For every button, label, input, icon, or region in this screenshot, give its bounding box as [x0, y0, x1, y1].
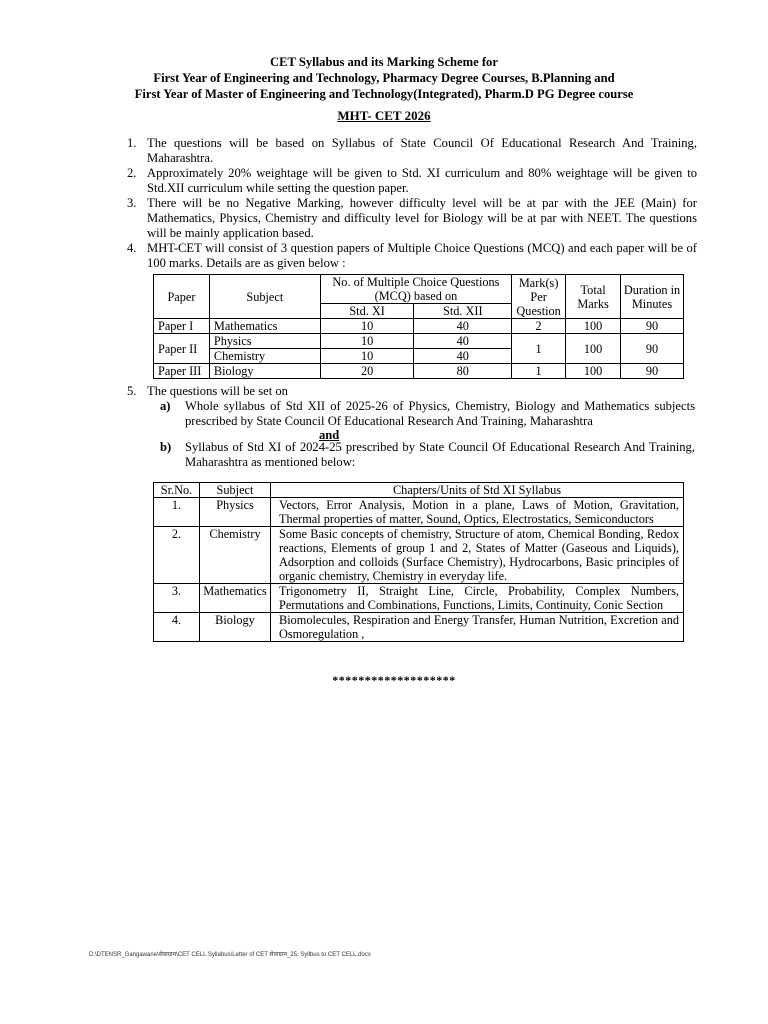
cell-srno: 4.: [154, 613, 200, 642]
header-std-xii: Std. XII: [414, 304, 512, 319]
cell-subject: Chemistry: [209, 349, 320, 364]
header-subject: Subject: [209, 275, 320, 319]
cell-std-xii: 40: [414, 349, 512, 364]
cell-subject: Physics: [200, 498, 271, 527]
doc-title-line-3: First Year of Master of Engineering and Technology(Integrated), Pharm.D PG Degree course: [134, 87, 634, 101]
cell-chapters: Biomolecules, Respiration and Energy Transfer, Human Nutrition, Excretion and Osmoregulation ,: [271, 613, 684, 642]
cell-total: 100: [566, 364, 621, 379]
header-subject: Subject: [200, 483, 271, 498]
cell-total: 100: [566, 334, 621, 364]
cell-subject: Mathematics: [200, 584, 271, 613]
cell-std-xi: 10: [320, 349, 414, 364]
cell-duration: 90: [621, 364, 684, 379]
end-of-document-marker: *******************: [332, 673, 456, 687]
cell-subject: Physics: [209, 334, 320, 349]
instruction-item: 1. The questions will be based on Syllabus of State Council Of Educational Research And Training, Maharashtra.: [127, 136, 697, 165]
table-row: [154, 498, 684, 527]
paper-marking-table: [153, 274, 684, 379]
table-row: [154, 613, 684, 642]
header-srno: Sr.No.: [154, 483, 200, 498]
cell-paper: Paper III: [154, 364, 210, 379]
cell-paper: Paper I: [154, 319, 210, 334]
syllabus-source-a: a) Whole syllabus of Std XII of 2025-26 of Physics, Chemistry, Biology and Mathematics subjects prescribed by State Council Of Educational Research And Training, Maharashtra: [160, 399, 695, 428]
cell-std-xi: 10: [320, 334, 414, 349]
instruction-item: 3. There will be no Negative Marking, however difficulty level will be at par with the JEE (Main) for Mathematics, Physics, Chemistry and difficulty level for Biology will be at par with NEET. The questions will be mainly application based.: [127, 196, 697, 240]
cell-subject: Biology: [209, 364, 320, 379]
table-row: [154, 364, 684, 379]
syllabus-source-b: b) Syllabus of Std XI of 2024-25 prescribed by State Council Of Educational Research And Training, Maharashtra as mentioned below:: [160, 440, 695, 469]
instruction-item: 4. MHT-CET will consist of 3 question papers of Multiple Choice Questions (MCQ) and each paper will be of 100 marks. Details are as given below :: [127, 241, 697, 270]
header-total-marks: Total Marks: [566, 275, 621, 319]
cell-paper: Paper II: [154, 334, 210, 364]
cell-chapters: Vectors, Error Analysis, Motion in a plane, Laws of Motion, Gravitation, Thermal properties of matter, Sound, Optics, Electrostatics, Semiconductors: [271, 498, 684, 527]
and-connector: and: [319, 428, 340, 442]
cell-subject: Mathematics: [209, 319, 320, 334]
header-duration: Duration in Minutes: [621, 275, 684, 319]
header-mcq: No. of Multiple Choice Questions (MCQ) based on: [320, 275, 511, 304]
cell-srno: 3.: [154, 584, 200, 613]
cell-total: 100: [566, 319, 621, 334]
instruction-item: 2. Approximately 20% weightage will be given to Std. XI curriculum and 80% weightage will be given to Std.XII curriculum while setting the question paper.: [127, 166, 697, 195]
cell-srno: 1.: [154, 498, 200, 527]
cell-duration: 90: [621, 319, 684, 334]
table-row: [154, 334, 684, 349]
cell-std-xii: 40: [414, 319, 512, 334]
cell-subject: Biology: [200, 613, 271, 642]
cell-std-xi: 10: [320, 319, 414, 334]
table-row: [154, 584, 684, 613]
cell-std-xi: 20: [320, 364, 414, 379]
cell-subject: Chemistry: [200, 527, 271, 584]
instruction-item-5: 5. The questions will be set on: [127, 384, 288, 398]
doc-title-line-2: First Year of Engineering and Technology, Pharmacy Degree Courses, B.Planning and: [153, 71, 615, 85]
header-chapters: Chapters/Units of Std XI Syllabus: [271, 483, 684, 498]
header-std-xi: Std. XI: [320, 304, 414, 319]
cell-marks: 1: [512, 364, 566, 379]
instructions-list: [127, 136, 697, 271]
cell-marks: 1: [512, 334, 566, 364]
cell-duration: 90: [621, 334, 684, 364]
cell-chapters: Trigonometry II, Straight Line, Circle, Probability, Complex Numbers, Permutations and Combinations, Functions, Limits, Continuity, Conic Section: [271, 584, 684, 613]
table-row: [154, 319, 684, 334]
cell-std-xii: 40: [414, 334, 512, 349]
cell-srno: 2.: [154, 527, 200, 584]
header-marks-per-question: Mark(s) Per Question: [512, 275, 566, 319]
exam-subtitle: MHT- CET 2026: [337, 108, 431, 123]
file-path-footer: D:\DTENSR_Gangawane\सेवाग्राम\CET CELL Syllabus\Letter of CET सेवाग्राम_25, Syllbus to CET CELL.docx: [89, 952, 371, 958]
std-xi-syllabus-table: [153, 482, 684, 642]
table-row: [154, 527, 684, 584]
cell-marks: 2: [512, 319, 566, 334]
cell-std-xii: 80: [414, 364, 512, 379]
doc-title-line-1: CET Syllabus and its Marking Scheme for: [270, 55, 498, 69]
cell-chapters: Some Basic concepts of chemistry, Structure of atom, Chemical Bonding, Redox reactions, Elements of group 1 and 2, States of Matter (Gaseous and Liquids), Adsorption and colloids (Surface Chemistry), Hydrocarbons, Basic principles of organic chemistry, Chemistry in everyday life.: [271, 527, 684, 584]
header-paper: Paper: [154, 275, 210, 319]
